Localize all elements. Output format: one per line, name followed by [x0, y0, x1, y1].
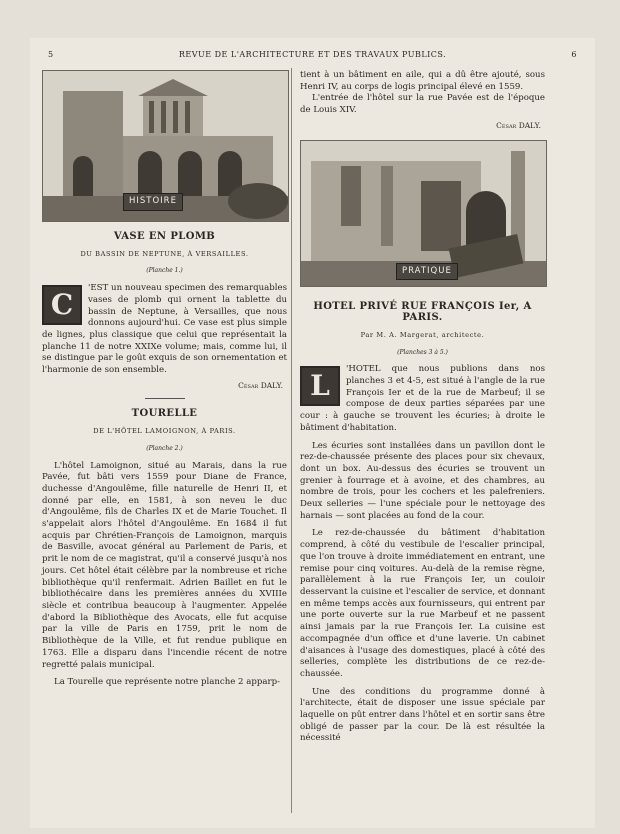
right-signature: César DALY.	[496, 120, 541, 130]
vase-title: VASE EN PLOMB	[113, 231, 216, 242]
pratique-label: PRATIQUE	[396, 263, 458, 281]
right-column	[300, 70, 545, 745]
dropcap-c: C	[42, 285, 82, 325]
histoire-label: HISTOIRE	[123, 193, 183, 211]
vase-text: C 'EST un nouveau specimen des remarquables vases de plomb qui ornent la tablette du bassin de Neptune, à Versailles, que nous donnons aujourd'hui. Ce vase est plus simple de lignes, plus classique que celui que représentait la planche 11 de notre XXIXe volume; mais, comme lui, il se distingue par le goût exquis de son ornementation et l'harmonie de son ensemble.	[42, 283, 287, 376]
hotel-title: HOTEL PRIVÉ RUE FRANÇOIS Ier, A PARIS.	[313, 300, 532, 324]
running-header	[48, 50, 577, 59]
journal-title: REVUE DE L'ARCHITECTURE ET DES TRAVAUX PUBLICS.	[178, 50, 447, 59]
continued-text-2: L'entrée de l'hôtel sur la rue Pavée est de l'époque de Louis XIV.	[300, 93, 545, 116]
hotel-paragraph-4: Une des conditions du programme donné à l'architecte, était de disposer une issue spéciale par laquelle on pût entrer dans l'hôtel et en sortir sans être obligé de passer par la cour. De là est résultée la nécessité	[300, 686, 545, 744]
page-number-left: 5	[48, 50, 54, 59]
tourelle-plate: (Planche 2.)	[146, 444, 183, 452]
vase-signature: César DALY.	[238, 380, 283, 390]
page-number-right: 6	[571, 50, 577, 59]
section-rule	[145, 398, 185, 399]
vase-plate: (Planche 1.)	[146, 267, 183, 275]
continued-text: tient à un bâtiment en aile, qui a dû être ajouté, sous Henri IV, au corps de logis principal élevé en 1559.	[300, 70, 545, 92]
page	[30, 38, 595, 828]
column-divider	[291, 68, 292, 813]
hotel-author: Par M. A. Margerat, architecte.	[360, 330, 485, 339]
hotel-paragraph-1: L 'HOTEL que nous publions dans nos planches 3 et 4-5, est situé à l'angle de la rue François Ier et de la rue de Marbeuf; il se compose de deux parties séparées par une cour : à gauche se trouvent les écuries; à droite le bâtiment d'habitation.	[300, 364, 545, 433]
hotel-paragraph-3: Le rez-de-chaussée du bâtiment d'habitation comprend, à côté du vestibule de l'escalier principal, que l'on trouve à droite immédiatement en entrant, une remise pour cinq voitures. Au-delà de la remise règne, parallèlement à la rue François Ier, un couloir desservant la cuisine et l'escalier de service, et donnant en même temps accès aux fournisseurs, qui entrent par une porte ouverte sur la rue Marbeuf et ne passent ainsi jamais par la rue François Ier. La cuisine est accompagnée d'un office et d'une laverie. Un cabinet d'aisances à l'usage des domestiques, placé à côté des selleries, complète les distributions de ce rez-de-chaussée.	[300, 528, 545, 679]
tourelle-paragraph-2: La Tourelle que représente notre planche 2 apparp-	[54, 677, 281, 688]
pratique-illustration	[300, 140, 547, 287]
left-column	[42, 70, 287, 689]
hotel-paragraph-2: Les écuries sont installées dans un pavillon dont le rez-de-chaussée présente des places pour six chevaux, dont un box. Au-dessus des écuries se trouvent un grenier à fourrage et à avoine, et des chambres, au nombre de trois, pour les cochers et les palefreniers. Deux selleries — l'une spéciale pour le nettoyage des harnais — sont placées au fond de la cour.	[300, 440, 545, 521]
tourelle-title: TOURELLE	[131, 408, 198, 420]
tourelle-subtitle: DE L'HÔTEL LAMOIGNON, À PARIS.	[93, 427, 236, 436]
histoire-illustration	[42, 70, 289, 222]
dropcap-l: L	[300, 366, 340, 406]
vase-subtitle: DU BASSIN DE NEPTUNE, À VERSAILLES.	[80, 249, 249, 258]
tourelle-paragraph-1: L'hôtel Lamoignon, situé au Marais, dans la rue Pavée, fut bâti vers 1559 pour Diane de France, duchesse d'Angoulême, fille naturelle de Henri II, et donné par elle, en 1581, à son neveu le duc d'Angoulême, fils de Charles IX et de Marie Touchet. Il s'appelait alors l'hôtel d'Angoulême. En 1684 il fut acquis par Chrétien-François de Lamoignon, marquis de Basville, avocat général au Parlement de Paris, et prit le nom de ce magistrat, qu'il a conservé jusqu'à nos jours. Cet hôtel était célèbre par la nombreuse et riche bibliothèque qu'il renfermait. Adrien Baillet en fut le bibliothécaire dans les premières années du XVIIIe siècle et contribua beaucoup à l'augmenter. Appelée d'abord la Bibliothèque des Avocats, elle fut acquise par la ville de Paris en 1759, prit le nom de Bibliothèque de la Ville, et fut rendue publique en 1763. Elle a disparu dans l'incendie récent de notre regretté palais municipal.	[42, 460, 287, 670]
hotel-plate: (Planches 3 à 5.)	[397, 348, 448, 356]
